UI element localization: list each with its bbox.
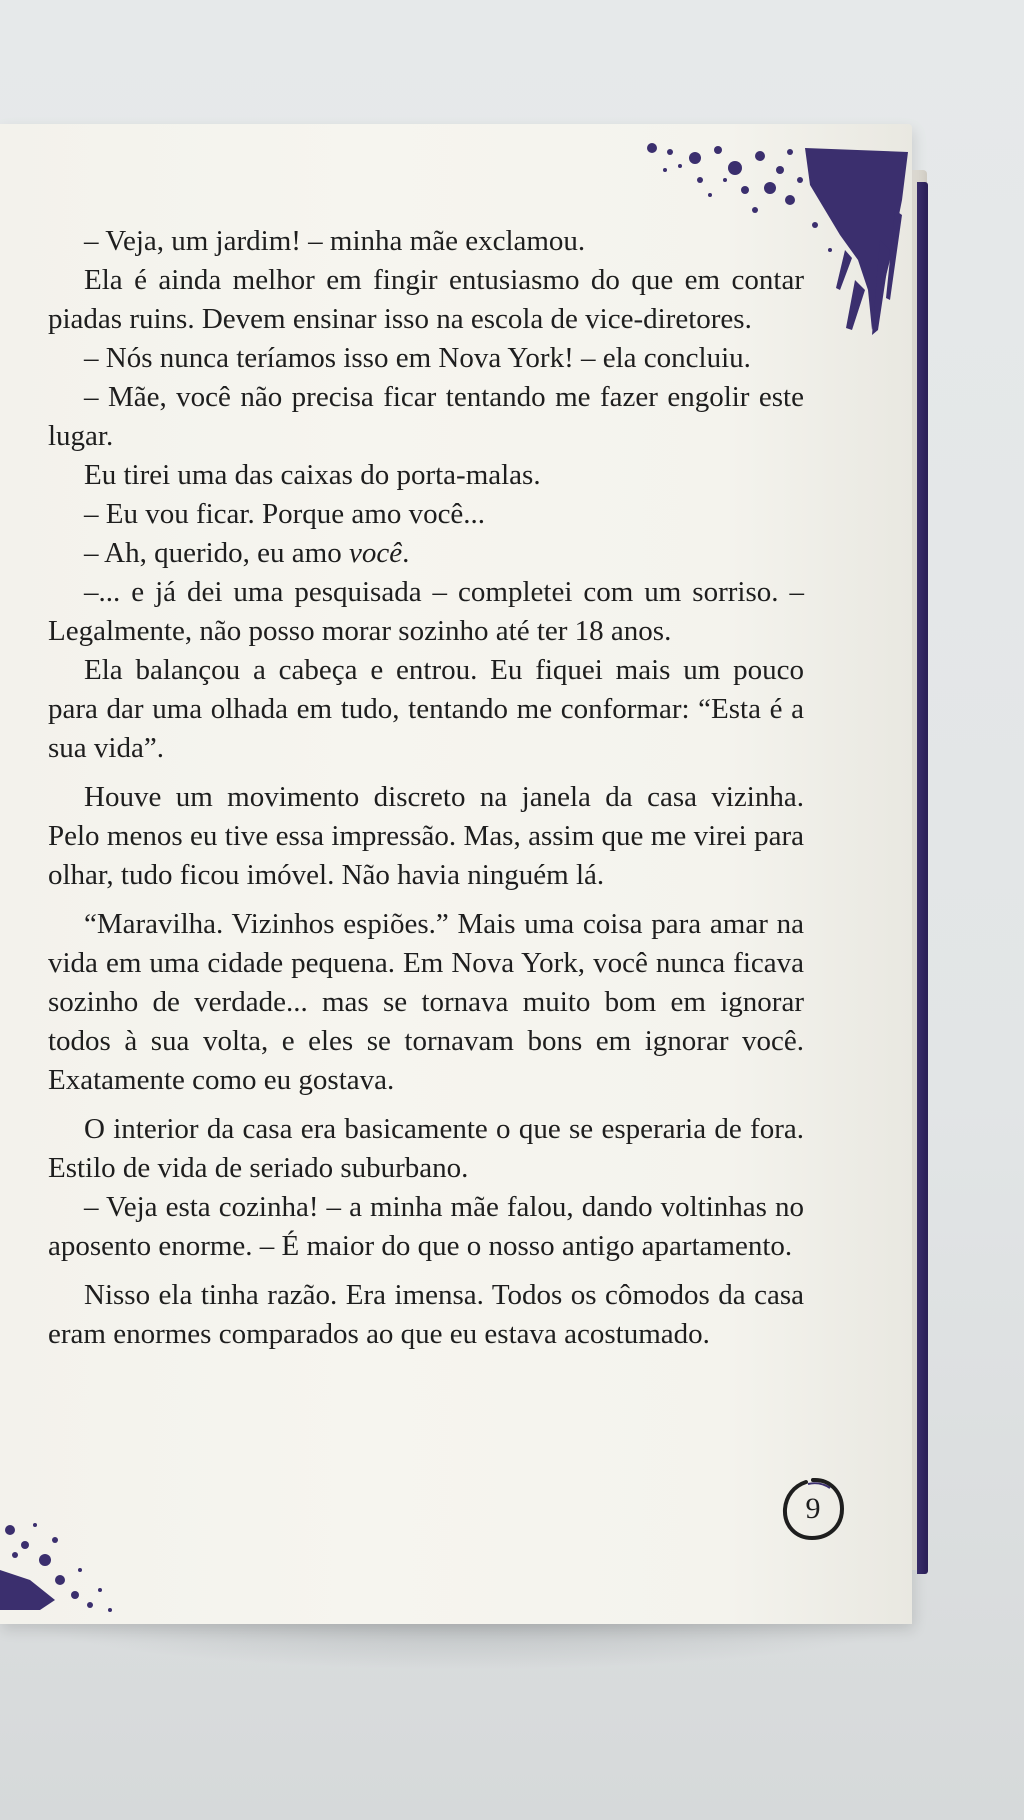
page-number-text: 9 — [805, 1492, 821, 1525]
paragraph: Eu tirei uma das caixas do porta-malas. — [84, 459, 541, 491]
paragraph: Ela balançou a cabeça e entrou. Eu fiquei mais um pouco para dar uma olhada em tudo, tentando me conformar: “Esta é a sua vida”. — [48, 654, 804, 764]
paragraph: “Maravilha. Vizinhos espiões.” Mais uma coisa para amar na vida em uma cidade pequena. Em Nova York, você nunca ficava sozinho de verdade... mas se tornava muito bom em ignorar todos à sua volta, e eles se tornavam bons em ignorar você. Exatamente como eu gostava. — [48, 908, 804, 1096]
paragraph: Ela é ainda melhor em fingir entusiasmo do que em contar piadas ruins. Devem ensinar isso na escola de vice-diretores. — [48, 264, 804, 335]
paragraph: O interior da casa era basicamente o que se esperaria de fora. Estilo de vida de seriado suburbano. — [48, 1113, 804, 1184]
emphasized-word: você — [348, 537, 403, 569]
body-text — [48, 222, 804, 1354]
page-number — [778, 1474, 848, 1544]
ink-splash-bottom-left — [0, 1510, 130, 1620]
paragraph: – Veja esta cozinha! – a minha mãe falou, dando voltinhas no aposento enorme. – É maior do que o nosso antigo apartamento. — [48, 1191, 804, 1262]
paragraph-text: – Ah, querido, eu amo — [84, 537, 349, 569]
purple-cover-edge — [917, 182, 928, 1574]
paragraph: – Nós nunca teríamos isso em Nova York! – ela concluiu. — [84, 342, 751, 374]
paragraph: –... e já dei uma pesquisada – completei com um sorriso. – Legalmente, não posso morar sozinho até ter 18 anos. — [48, 576, 804, 647]
paragraph: Houve um movimento discreto na janela da casa vizinha. Pelo menos eu tive essa impressão. Mas, assim que me virei para olhar, tudo ficou imóvel. Não havia ninguém lá. — [48, 781, 804, 891]
paragraph: Nisso ela tinha razão. Era imensa. Todos os cômodos da casa eram enormes comparados ao que eu estava acostumado. — [48, 1279, 804, 1350]
paragraph: – Mãe, você não precisa ficar tentando me fazer engolir este lugar. — [48, 381, 804, 452]
paragraph-suffix: . — [402, 537, 410, 569]
paragraph: – Eu vou ficar. Porque amo você... — [84, 498, 486, 530]
paragraph-with-emphasis — [48, 534, 804, 573]
paragraph: – Veja, um jardim! – minha mãe exclamou. — [84, 225, 586, 257]
